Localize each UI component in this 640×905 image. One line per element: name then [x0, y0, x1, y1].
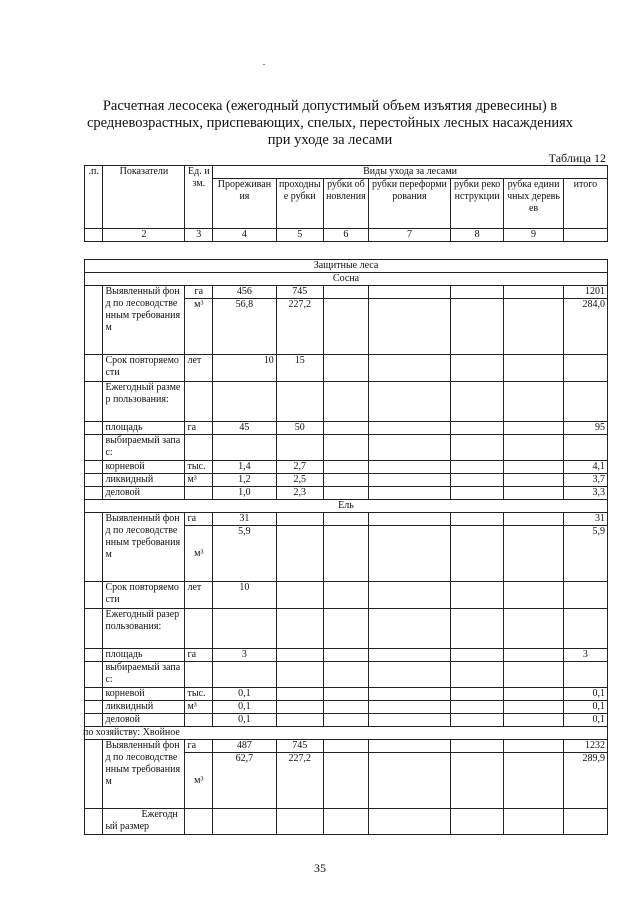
- row-label: выбираемый запас:: [103, 435, 185, 461]
- value-cell: 50: [276, 422, 323, 435]
- row-label: Ежегодный разер пользования:: [103, 609, 185, 649]
- table-row: [85, 487, 608, 500]
- total-cell: 289,9: [563, 753, 607, 809]
- row-label: Срок повторяемости: [103, 582, 185, 609]
- table-row: [85, 286, 608, 299]
- table-row: [85, 582, 608, 609]
- unit-cell: га: [185, 286, 213, 299]
- table-row: [85, 461, 608, 474]
- section-farm: по хозяйству: Хвойное: [85, 727, 608, 740]
- row-label: ликвидный: [103, 474, 185, 487]
- section-protective: Защитные леса: [85, 260, 608, 273]
- value-cell: 56,8: [213, 299, 277, 355]
- row-label: корневой: [103, 688, 185, 701]
- table-row: [85, 809, 608, 835]
- total-cell: 3,7: [563, 474, 607, 487]
- value-cell: 1,0: [213, 487, 277, 500]
- row-label: деловой: [103, 487, 185, 500]
- row-label: Ежегодный размер пользования:: [103, 382, 185, 422]
- total-cell: 1232: [563, 740, 607, 753]
- value-cell: 62,7: [213, 753, 277, 809]
- row-label: деловой: [103, 714, 185, 727]
- header-total: итого: [563, 179, 607, 229]
- total-cell: 0,1: [563, 701, 607, 714]
- table-row: [85, 688, 608, 701]
- header-indicators: Показатели: [103, 166, 185, 229]
- value-cell: 45: [213, 422, 277, 435]
- col-num: 4: [213, 229, 277, 242]
- page-title: [60, 98, 600, 149]
- row-label: площадь: [103, 649, 185, 662]
- header-passage: проходные рубки: [276, 179, 323, 229]
- value-cell: 15: [276, 355, 323, 382]
- value-cell: 745: [276, 286, 323, 299]
- table-row: [85, 422, 608, 435]
- value-cell: 487: [213, 740, 277, 753]
- total-cell: 4,1: [563, 461, 607, 474]
- total-cell: 3,3: [563, 487, 607, 500]
- header-types-group: Виды ухода за лесами: [213, 166, 608, 179]
- table-row: [85, 701, 608, 714]
- col-num: 8: [450, 229, 503, 242]
- col-num: 9: [504, 229, 563, 242]
- title-line-1: Расчетная лесосека (ежегодный допустимый объем изъятия древесины) в: [102, 98, 558, 114]
- total-cell: 1201: [563, 286, 607, 299]
- unit-cell: га: [185, 740, 213, 753]
- total-cell: 31: [563, 513, 607, 526]
- total-cell: 284,0: [563, 299, 607, 355]
- unit-cell: тыс.: [185, 688, 213, 701]
- col-num: 2: [103, 229, 185, 242]
- header-pp: .п.: [85, 166, 103, 229]
- table-row: [85, 649, 608, 662]
- header-renewal: рубки обновления: [323, 179, 368, 229]
- unit-cell: м³: [185, 474, 213, 487]
- value-cell: 2,7: [276, 461, 323, 474]
- column-number-row: [85, 229, 608, 242]
- total-cell: 0,1: [563, 688, 607, 701]
- section-pine: Сосна: [85, 273, 608, 286]
- unit-cell: га: [185, 422, 213, 435]
- unit-cell: м³: [185, 299, 213, 355]
- unit-cell: тыс.: [185, 461, 213, 474]
- row-label: Ежегодный размер: [103, 809, 185, 835]
- value-cell: 5,9: [213, 526, 277, 582]
- unit-cell: га: [185, 513, 213, 526]
- table-row: [85, 435, 608, 461]
- total-cell: 5,9: [563, 526, 607, 582]
- value-cell: 1,4: [213, 461, 277, 474]
- row-label: Выявленный фонд по лесоводственным требованиям: [103, 740, 185, 809]
- value-cell: 227,2: [276, 299, 323, 355]
- row-label: корневой: [103, 461, 185, 474]
- section-spruce: Ель: [85, 500, 608, 513]
- title-line-3: при уходе за лесами: [267, 132, 393, 148]
- unit-cell: га: [185, 649, 213, 662]
- table-row: [85, 714, 608, 727]
- value-cell: 2,3: [276, 487, 323, 500]
- value-cell: 745: [276, 740, 323, 753]
- value-cell: 2,5: [276, 474, 323, 487]
- col-num: 3: [185, 229, 213, 242]
- table-row: [85, 355, 608, 382]
- table-row: [85, 609, 608, 649]
- col-num: 6: [323, 229, 368, 242]
- total-cell: 3: [563, 649, 607, 662]
- table-row: [85, 662, 608, 688]
- header-reform: рубки переформирования: [368, 179, 450, 229]
- unit-cell: м³: [185, 753, 213, 809]
- value-cell: 31: [213, 513, 277, 526]
- scan-speck: [263, 64, 265, 65]
- unit-cell: м³: [185, 526, 213, 582]
- table-row: [85, 740, 608, 753]
- value-cell: 227,2: [276, 753, 323, 809]
- title-line-2: средневозрастных, приспевающих, спелых, перестойных лесных насаждениях: [86, 115, 574, 131]
- unit-cell: лет: [185, 355, 213, 382]
- total-cell: 0,1: [563, 714, 607, 727]
- total-cell: 95: [563, 422, 607, 435]
- value-cell: 0,1: [213, 688, 277, 701]
- row-label: ликвидный: [103, 701, 185, 714]
- table-row: [85, 382, 608, 422]
- table-caption: Таблица 12: [548, 151, 606, 165]
- table-row: [85, 513, 608, 526]
- header-thinning: Прореживания: [213, 179, 277, 229]
- row-label: Выявленный фонд по лесоводственным требованиям: [103, 513, 185, 582]
- value-cell: 456: [213, 286, 277, 299]
- header-unit: Ед. изм.: [185, 166, 213, 229]
- page-number: 35: [314, 861, 326, 875]
- col-num: 5: [276, 229, 323, 242]
- value-cell: 1,2: [213, 474, 277, 487]
- row-label: площадь: [103, 422, 185, 435]
- allowable-cut-table: [84, 165, 608, 835]
- value-cell: 0,1: [213, 701, 277, 714]
- value-cell: 3: [213, 649, 277, 662]
- value-cell: 10: [213, 582, 277, 609]
- row-label: выбираемый запас:: [103, 662, 185, 688]
- value-cell: 10: [213, 355, 277, 382]
- unit-cell: лет: [185, 582, 213, 609]
- col-num: 7: [368, 229, 450, 242]
- table-row: [85, 474, 608, 487]
- header-single: рубка единичных деревьев: [504, 179, 563, 229]
- unit-cell: м³: [185, 701, 213, 714]
- header-reconstr: рубки реконструкции: [450, 179, 503, 229]
- row-label: Выявленный фонд по лесоводственным требованиям: [103, 286, 185, 355]
- row-label: Срок повторяемости: [103, 355, 185, 382]
- value-cell: 0,1: [213, 714, 277, 727]
- spacer-row: [85, 242, 608, 260]
- header-row-1: [85, 166, 608, 179]
